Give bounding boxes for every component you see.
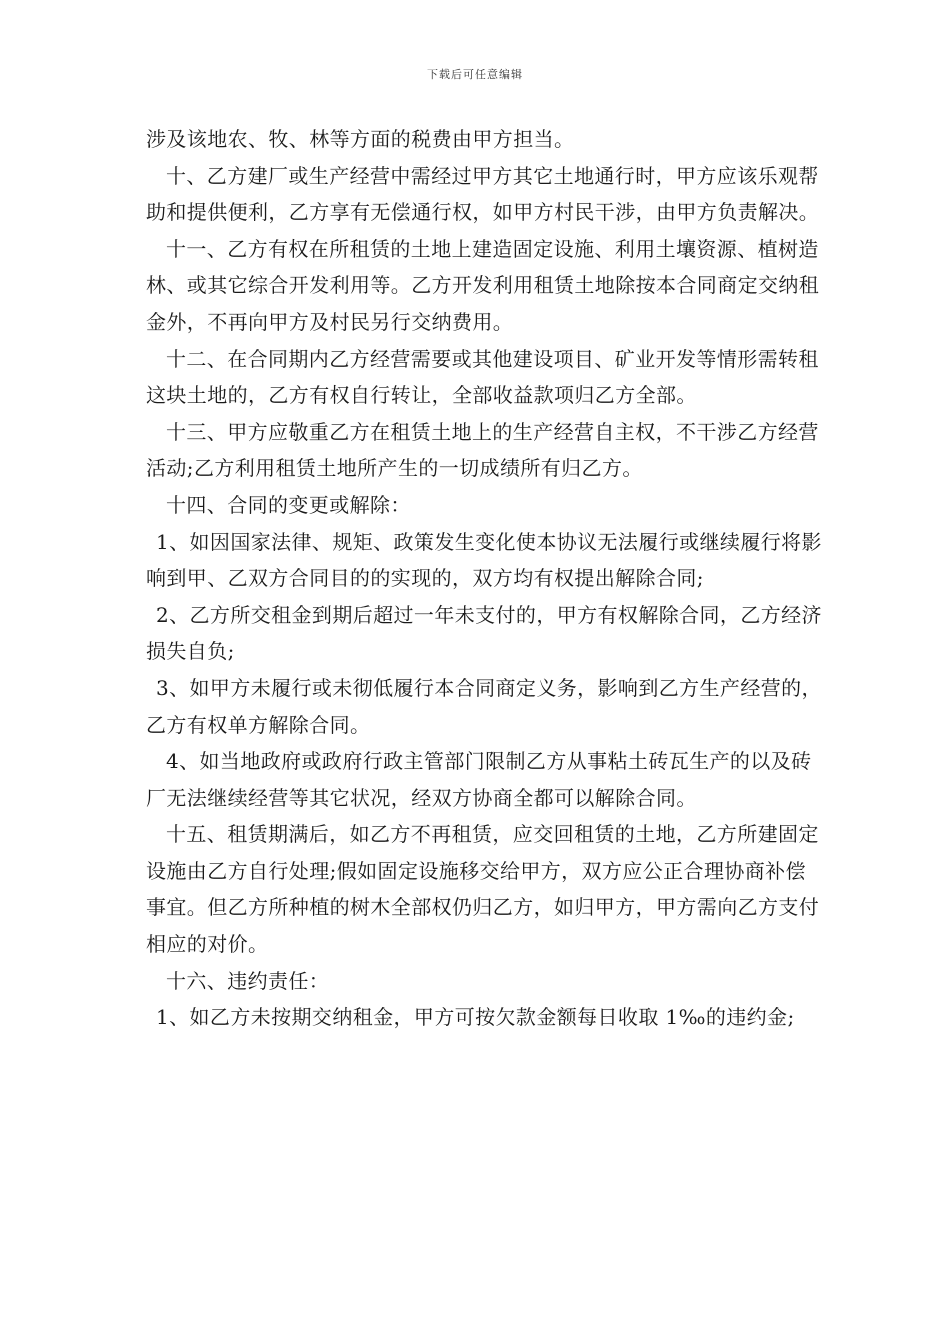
- paragraph-article-14-item-2: 2、乙方所交租金到期后超过一年未支付的，甲方有权解除合同，乙方经济损失自负;: [146, 602, 822, 664]
- paragraph-article-12: 十二、在合同期内乙方经营需要或其他建设项目、矿业开发等情形需转租这块土地的，乙方有权自行转让，全部收益款项归乙方全部。: [146, 346, 819, 408]
- paragraph-tax-continuation: 涉及该地农、牧、林等方面的税费由甲方担当。: [146, 127, 575, 151]
- paragraph-article-13: 十三、甲方应敬重乙方在租赁土地上的生产经营自主权，不干涉乙方经营活动;乙方利用租赁土地所产生的一切成绩所有归乙方。: [146, 419, 819, 481]
- paragraph-article-15: 十五、租赁期满后，如乙方不再租赁，应交回租赁的土地，乙方所建固定设施由乙方自行处理;假如固定设施移交给甲方，双方应公正合理协商补偿事宜。但乙方所种植的树木全部权仍归乙方，如归甲方，甲方需向乙方支付相应的对价。: [146, 822, 820, 957]
- paragraph-article-16-item-1: 1、如乙方未按期交纳租金，甲方可按欠款金额每日收取 1‰的违约金;: [156, 1005, 795, 1030]
- page-header-note: 下载后可任意编辑: [427, 68, 523, 81]
- paragraph-article-10: 十、乙方建厂或生产经营中需经过甲方其它土地通行时，甲方应该乐观帮助和提供便利，乙方享有无偿通行权，如甲方村民干涉，由甲方负责解决。: [146, 163, 820, 225]
- paragraph-article-14-item-4: 4、如当地政府或政府行政主管部门限制乙方从事粘土砖瓦生产的以及砖厂无法继续经营等其它状况，经双方协商全都可以解除合同。: [146, 749, 812, 810]
- paragraph-article-14-heading: 十四、合同的变更或解除：: [166, 492, 411, 517]
- paragraph-article-16-heading: 十六、违约责任：: [166, 968, 330, 993]
- paragraph-article-14-item-1: 1、如因国家法律、规矩、政策发生变化使本协议无法履行或继续履行将影响到甲、乙双方合同目的的实现的，双方均有权提出解除合同;: [146, 529, 822, 591]
- paragraph-article-11: 十一、乙方有权在所租赁的土地上建造固定设施、利用土壤资源、植树造林、或其它综合开发利用等。乙方开发利用租赁土地除按本合同商定交纳租金外，不再向甲方及村民另行交纳费用。: [146, 236, 820, 334]
- paragraph-article-14-item-3: 3、如甲方未履行或未彻低履行本合同商定义务，影响到乙方生产经营的，乙方有权单方解除合同。: [146, 675, 822, 737]
- document-body: [146, 121, 826, 1036]
